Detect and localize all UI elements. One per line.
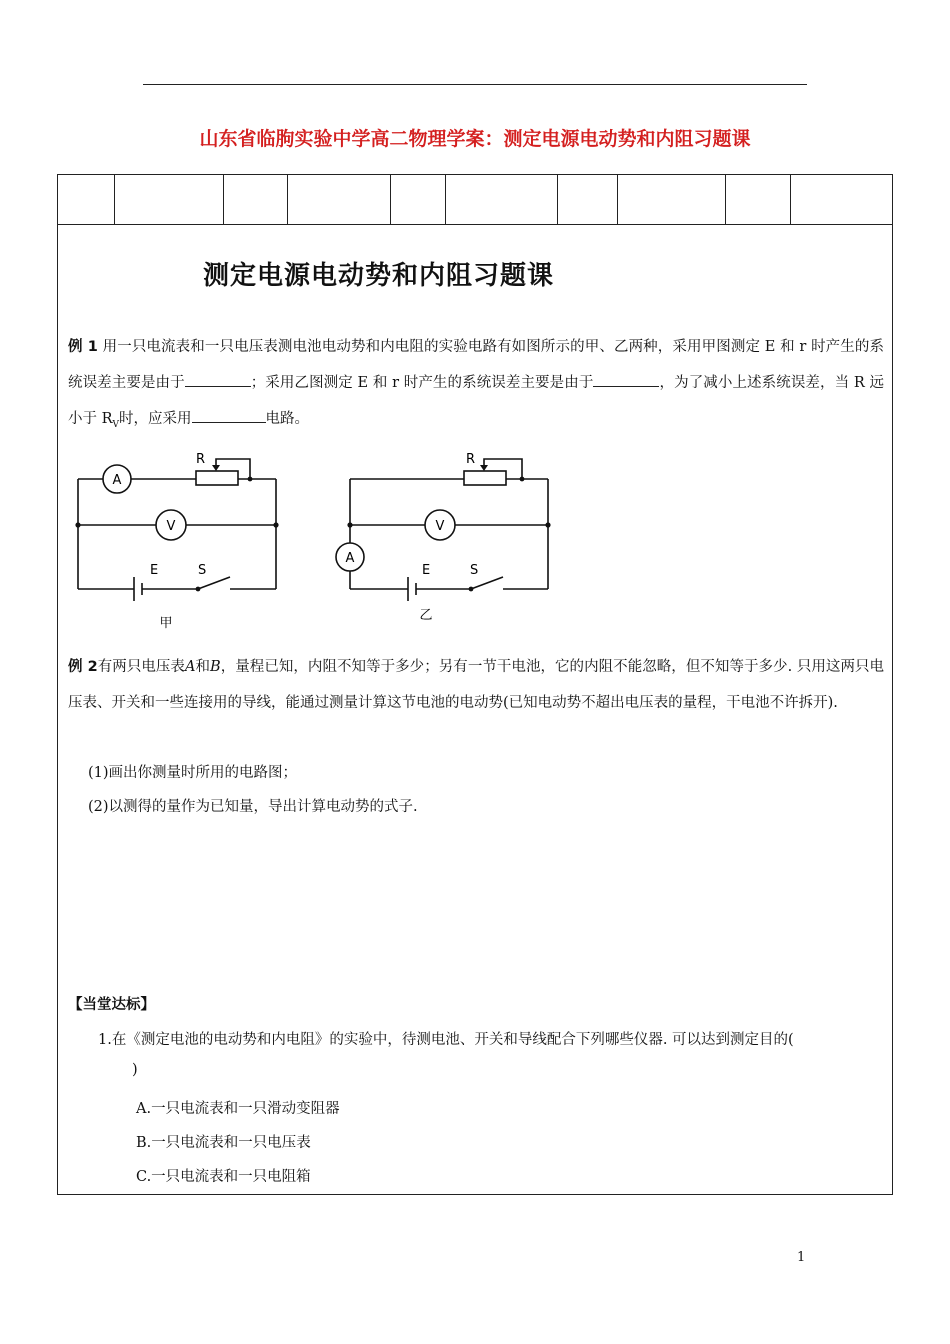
circuit-diagram-jia	[70, 449, 300, 635]
example-2-and: 和	[195, 659, 211, 675]
example-1-text-4: 时，应采用	[119, 411, 192, 427]
table-cell	[791, 175, 892, 225]
ammeter-label: A	[112, 473, 122, 488]
resistor-symbol	[196, 471, 238, 485]
answer-blank-3	[192, 407, 266, 423]
table-cell	[725, 175, 790, 225]
example-2-label: 例 2	[68, 659, 98, 675]
table-cell	[617, 175, 725, 225]
circuit-caption: 甲	[159, 616, 173, 631]
example-2-question-1: (1)画出你测量时所用的电路图；	[88, 765, 298, 781]
voltmeter-label: V	[435, 519, 445, 534]
table-cell	[224, 175, 287, 225]
voltmeter-b-name: B	[210, 659, 221, 675]
example-1-text-2: ；采用乙图测定 E 和 r 时产生的系统误差主要是由于	[250, 375, 594, 391]
header-rule	[143, 84, 807, 85]
table-cell	[287, 175, 391, 225]
switch-lever	[198, 577, 230, 589]
resistor-symbol	[464, 471, 506, 485]
example-2-question-2: (2)以测得的量作为已知量，导出计算电动势的式子.	[88, 799, 418, 815]
resistor-label: R	[466, 452, 476, 467]
answer-blank-1	[185, 371, 251, 387]
battery-label: E	[150, 563, 159, 578]
battery-label: E	[422, 563, 431, 578]
option-b: B.一只电流表和一只电压表	[136, 1135, 311, 1151]
switch-lever	[471, 577, 503, 589]
example-1-text-3: ，为了减小上述系统误差，当 R 远小于 R	[68, 375, 884, 427]
example-2	[68, 649, 884, 721]
table-cell	[115, 175, 224, 225]
example-1-label: 例 1	[68, 339, 98, 355]
rv-subscript: V	[112, 419, 120, 430]
table-cell	[58, 175, 115, 225]
ammeter-label: A	[345, 551, 355, 566]
practice-question-1: 1.在《测定电池的电动势和内电阻》的实验中，待测电池、开关和导线配合下列哪些仪器. 可以达到测定目的(	[98, 1032, 794, 1048]
practice-question-1-end: )	[132, 1062, 138, 1078]
practice-heading: 【当堂达标】	[68, 997, 155, 1013]
switch-label: S	[470, 563, 479, 578]
circuit-diagram-yi	[330, 449, 570, 635]
example-1-text-5: 电路。	[265, 411, 310, 427]
circuit-caption: 乙	[419, 608, 433, 623]
header-info-table	[58, 175, 892, 225]
document-title: 山东省临朐实验中学高二物理学案：测定电源电动势和内阻习题课	[199, 128, 751, 150]
voltmeter-label: V	[166, 519, 176, 534]
option-a: A.一只电流表和一只滑动变阻器	[136, 1101, 340, 1117]
switch-label: S	[198, 563, 207, 578]
content-frame	[57, 174, 893, 1195]
example-1-text-1: 用一只电流表和一只电压表测电池电动势和内电阻的实验电路有如图所示的甲、乙两种，采用甲图测定 E 和 r 时产生的系统误差主要是由于	[68, 339, 885, 391]
table-cell	[391, 175, 445, 225]
answer-blank-2	[593, 371, 659, 387]
page-number: 1	[797, 1250, 806, 1265]
example-1	[68, 329, 884, 443]
example-2-text-1: 有两只电压表	[97, 659, 185, 675]
table-cell	[445, 175, 557, 225]
voltmeter-a-name: A	[184, 659, 196, 675]
option-c: C.一只电流表和一只电阻箱	[136, 1169, 311, 1185]
lesson-title: 测定电源电动势和内阻习题课	[203, 261, 555, 291]
example-2-text-2: ，量程已知，内阻不知等于多少；另有一节干电池，它的内阻不能忽略，但不知等于多少. 只用这两只电压表、开关和一些连接用的导线，能通过测量计算这节电池的电动势(已知电动势不超出电压表的量程，干电池不许拆开).	[68, 659, 885, 711]
table-cell	[557, 175, 617, 225]
resistor-label: R	[196, 452, 206, 467]
